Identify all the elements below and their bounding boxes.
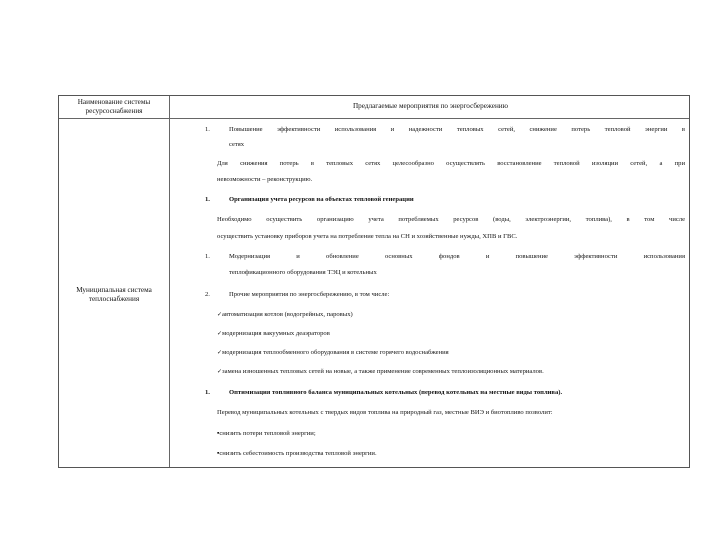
measure-4-item-text: автоматизация котлов (водогрейных, паровых) (222, 311, 353, 318)
column-divider (169, 96, 170, 467)
measures-table (58, 95, 690, 468)
measure-4-item (217, 311, 353, 319)
measure-2-number: 1. (205, 196, 210, 203)
measure-5-item-text: снизить себестоимость производства тепловой энергии. (219, 450, 377, 457)
measure-3-line2: теплофикационного оборудования ТЭЦ и котельных (229, 269, 377, 276)
measure-4-item-text: замена изношенных тепловых сетей на новые, а также применение современных теплоизоляционных материалов. (222, 368, 544, 375)
measure-5-number: 1. (205, 389, 210, 396)
measure-5-title: Оптимизация топливного баланса муниципальных котельных (перевод котельных на местные виды топлива). (229, 389, 563, 396)
measure-1-desc-line1: Для снижения потерь в тепловых сетях целесообразно осуществлять восстановление тепловой изоляции сетей, а при (217, 160, 685, 167)
bullet-icon: ▪ (217, 430, 220, 437)
col2-header: Предлагаемые мероприятия по энергосбережению (352, 102, 509, 110)
measure-4-item (217, 330, 330, 338)
measure-4-item (217, 349, 449, 357)
measure-1-number: 1. (205, 126, 210, 133)
measure-1-title-line2: сетях (229, 141, 245, 148)
measure-5-item (217, 430, 316, 438)
measure-4-item-text: модернизация вакуумных деаэраторов (222, 330, 330, 337)
measure-2-desc-line2: осуществить установку приборов учета на потребление тепла на СН и хозяйственные нужды, ХПВ и ГВС. (217, 233, 518, 240)
measure-5-desc: Перевод муниципальных котельных с твердых видов топлива на природный газ, местные ВИЭ и биотопливо позволит: (217, 409, 553, 416)
check-icon: ✓ (217, 349, 223, 356)
measure-4-title: Прочие мероприятия по энергосбережению, в том числе: (229, 291, 390, 298)
measure-2-desc-line1: Необходимо осуществить организацию учета потребляемых ресурсов (воды, электроэнергии, топлива), в том числе (217, 216, 685, 223)
col1-header: Наименование системы ресурсоснабжения (77, 98, 151, 115)
check-icon: ✓ (217, 368, 223, 375)
measure-4-item-text: модернизация теплообменного оборудования в системе горячего водоснабжения (222, 349, 449, 356)
measure-5-item (217, 450, 377, 458)
check-icon: ✓ (217, 330, 223, 337)
measure-2-title: Организация учета ресурсов на объектах тепловой генерации (229, 196, 414, 203)
measure-4-number: 2. (205, 291, 210, 298)
system-name: Муниципальная система теплоснабжения (76, 286, 152, 303)
measure-5-item-text: снизить потери тепловой энергии; (219, 430, 316, 437)
check-icon: ✓ (217, 311, 223, 318)
measure-1-title-line1: Повышение эффективности использования и надежности тепловых сетей, снижение потерь тепловой энергии в (229, 126, 685, 133)
header-divider (59, 118, 689, 119)
measure-3-number: 1. (205, 253, 210, 260)
measure-4-item (217, 368, 544, 376)
bullet-icon: ▪ (217, 450, 220, 457)
measure-3-line1: Модернизация и обновление основных фондов и повышение эффективности использования (229, 253, 685, 260)
measure-1-desc-line2: невозможности – реконструкцию. (217, 176, 313, 183)
